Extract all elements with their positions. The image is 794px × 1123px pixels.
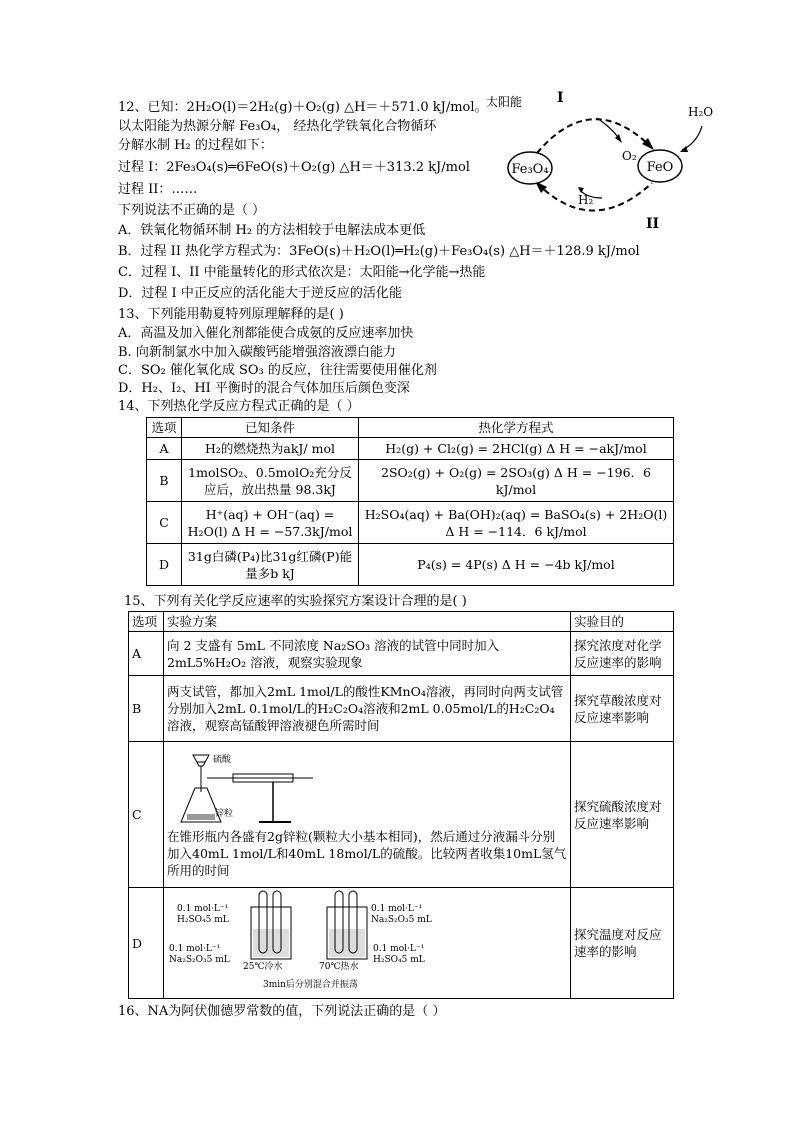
plan-cell: 两支试管，都加入2mL 1mol/L的酸性KMnO₄溶液，再同时向两支试管分别加入2mL 0.1mol/L的H₂C₂O₄溶液和2mL 0.05mol/L的H₂C₂O₄溶液，观察高锰酸钾溶液褪色所需时间 — [164, 676, 571, 742]
left-conc-2: 0.1 mol·L⁻¹ — [169, 944, 221, 954]
option-cell: A — [147, 438, 182, 460]
table-row — [147, 460, 674, 502]
left-reagent-1: H₂SO₄5 mL — [177, 915, 229, 925]
acid-label: 硫酸 — [213, 755, 232, 765]
option-cell: B — [129, 676, 164, 742]
q12-line1: 12、已知：2H₂O(l)＝2H₂(g)＋O₂(g) △H＝＋571.0 kJ/mol。 — [118, 100, 488, 115]
right-conc-1: 0.1 mol·L⁻¹ — [371, 904, 423, 914]
option-cell: D — [129, 888, 164, 999]
iron-oxide-cycle-diagram — [482, 88, 718, 238]
fe3o4-label: Fe₃O₄ — [511, 162, 549, 177]
sun-label: 太阳能 — [486, 95, 523, 109]
q13-option-b: B. 向新制氯水中加入碳酸钙能增强溶液漂白能力 — [118, 345, 396, 360]
h2o-label: H₂O — [688, 105, 714, 119]
q12-stem: 下列说法不正确的是（ ） — [118, 203, 266, 218]
table-row — [129, 888, 674, 999]
q14-table — [146, 417, 674, 586]
equation-cell: P₄(s) = 4P(s) Δ H = −4b kJ/mol — [359, 544, 674, 586]
table-header-cell: 选项 — [147, 418, 182, 438]
plan-cell: 向 2 支盛有 5mL 不同浓度 Na₂SO₃ 溶液的试管中同时加入 2mL5%H₂O₂ 溶液，观察实验现象 — [164, 632, 571, 676]
goal-cell: 探究温度对反应速率的影响 — [571, 888, 674, 999]
equation-cell: 2SO₂(g) + O₂(g) = 2SO₃(g) Δ H = −196．6 kJ/mol — [359, 460, 674, 502]
q13-option-c: C．SO₂ 催化氧化成 SO₃ 的反应，往往需要使用催化剂 — [118, 363, 437, 378]
q12-line5: 过程 II：…… — [118, 182, 198, 197]
q15-table — [128, 611, 674, 999]
table-header-cell: 热化学方程式 — [359, 418, 674, 438]
condition-cell: H₂的燃烧热为akJ/ mol — [182, 438, 359, 460]
option-cell: B — [147, 460, 182, 502]
q12-option-b: B．过程 II 热化学方程式为：3FeO(s)＋H₂O(l)═H₂(g)＋Fe₃O₄(s) △H＝＋128.9 kJ/mol — [118, 244, 640, 259]
condition-cell: 31g白磷(P₄)比31g红磷(P)能量多b kJ — [182, 544, 359, 586]
table-row — [129, 676, 674, 742]
option-cell: C — [129, 742, 164, 888]
zinc-acid-apparatus-figure — [173, 752, 323, 826]
table-row — [147, 544, 674, 586]
q13-stem: 13、下列能用勒夏特列原理解释的是( ) — [118, 307, 344, 322]
left-reagent-2: Na₂S₂O₃5 mL — [169, 955, 230, 965]
option-cell: D — [147, 544, 182, 586]
temperature-experiment-figure — [167, 889, 437, 993]
condition-cell: H⁺(aq) + OH⁻(aq) = H₂O(l) Δ H = −57.3kJ/mol — [182, 502, 359, 544]
table-header-cell: 实验目的 — [571, 612, 674, 632]
zinc-label: 锌粒 — [215, 809, 234, 819]
option-cell: A — [129, 632, 164, 676]
right-reagent-1: Na₂S₂O₃5 mL — [371, 915, 432, 925]
table-row — [129, 632, 674, 676]
cold-water-label: 25℃冷水 — [243, 962, 283, 972]
left-conc-1: 0.1 mol·L⁻¹ — [177, 904, 229, 914]
condition-cell: 1molSO₂、0.5molO₂充分反应后，放出热量 98.3kJ — [182, 460, 359, 502]
stage-2-label: II — [646, 216, 660, 232]
goal-cell: 探究草酸浓度对反应速率影响 — [571, 676, 674, 742]
q15-stem: 15、下列有关化学反应速率的实验探究方案设计合理的是( ) — [124, 594, 467, 609]
hot-water-label: 70℃热水 — [319, 962, 359, 972]
q12-option-a: A．铁氧化物循环制 H₂ 的方法相较于电解法成本更低 — [118, 223, 426, 238]
q12-line2: 以太阳能为热源分解 Fe₃O₄， 经热化学铁氧化合物循环 — [118, 119, 437, 134]
table-header-cell: 实验方案 — [164, 612, 571, 632]
h2-label: H₂ — [578, 193, 594, 207]
goal-cell: 探究硫酸浓度对反应速率影响 — [571, 742, 674, 888]
option-cell: C — [147, 502, 182, 544]
plan-cell — [164, 888, 571, 999]
table-header-row — [147, 418, 674, 438]
right-reagent-2: H₂SO₄5 mL — [373, 955, 425, 965]
q12-option-d: D．过程 I 中正反应的活化能大于逆反应的活化能 — [118, 286, 402, 301]
table-header-cell: 选项 — [129, 612, 164, 632]
feo-label: FeO — [646, 160, 674, 175]
o2-label: O₂ — [622, 149, 637, 163]
mix-note: 3min后分别混合并振荡 — [263, 980, 358, 990]
q12-line4: 过程 I：2Fe₃O₄(s)═6FeO(s)＋O₂(g) △H＝＋313.2 kJ/mol — [118, 160, 470, 175]
goal-cell: 探究浓度对化学反应速率的影响 — [571, 632, 674, 676]
q13-option-a: A．高温及加入催化剂都能使合成氨的反应速率加快 — [118, 326, 414, 341]
table-header-row — [129, 612, 674, 632]
q12-option-c: C．过程 I、II 中能量转化的形式依次是：太阳能→化学能→热能 — [118, 265, 486, 280]
table-row — [129, 742, 674, 888]
equation-cell: H₂SO₄(aq) + Ba(OH)₂(aq) = BaSO₄(s) + 2H₂O(l) Δ H = −114．6 kJ/mol — [359, 502, 674, 544]
table-row — [147, 438, 674, 460]
right-conc-2: 0.1 mol·L⁻¹ — [373, 944, 425, 954]
q16-stem: 16、NA为阿伏伽德罗常数的值，下列说法正确的是（ ） — [118, 1004, 446, 1019]
plan-cell — [164, 742, 571, 888]
plan-text: 在锥形瓶内各盛有2g锌粒(颗粒大小基本相同)，然后通过分液漏斗分别加入40mL 1mol/L和40mL 18mol/L的硫酸。比较两者收集10mL氢气所用的时间 — [167, 829, 567, 878]
equation-cell: H₂(g) + Cl₂(g) = 2HCl(g) Δ H = −akJ/mol — [359, 438, 674, 460]
q13-option-d: D．H₂、I₂、HI 平衡时的混合气体加压后颜色变深 — [118, 381, 410, 396]
q14-stem: 14、下列热化学反应方程式正确的是（ ） — [118, 399, 360, 414]
table-row — [147, 502, 674, 544]
q12-line3: 分解水制 H₂ 的过程如下： — [118, 138, 273, 153]
stage-1-label: I — [557, 90, 564, 106]
table-header-cell: 已知条件 — [182, 418, 359, 438]
